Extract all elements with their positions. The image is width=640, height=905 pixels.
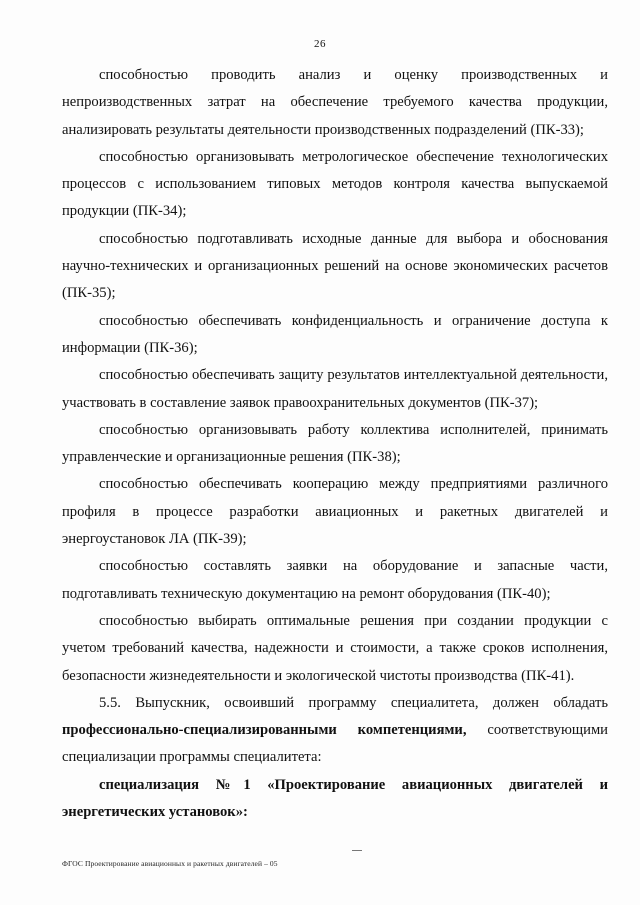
section-5-5-lead: 5.5. Выпускник, освоивший программу специалитета, должен обладать [99, 694, 608, 711]
section-5-5-paragraph [62, 690, 608, 772]
section-5-5-bold-term: профессионально-специализированными компетенциями, [62, 722, 467, 739]
paragraph-pk-38: способностью организовывать работу коллектива исполнителей, принимать управленческие и организационные решения (ПК-38); [62, 421, 608, 466]
specialization-heading: специализация №1 «Проектирование авиационных двигателей и энергетических установок»: [62, 776, 608, 821]
paragraph-pk-33: способностью проводить анализ и оценку производственных и непроизводственных затрат на обеспечение требуемого качества продукции, анализировать результаты деятельности производственных подразделений (ПК-33); [62, 67, 608, 138]
paragraph-pk-40: способностью составлять заявки на оборудование и запасные части, подготавливать техническую документацию на ремонт оборудования (ПК-40); [62, 558, 608, 602]
paragraph-pk-39: способностью обеспечивать кооперацию между предприятиями различного профиля в процессе разработки авиационных и ракетных двигателей и энергоустановок ЛА (ПК-39); [62, 476, 608, 548]
paragraph-pk-41: способностью выбирать оптимальные решения при создании продукции с учетом требований качества, надежности и стоимости, а также сроков исполнения, безопасности жизнедеятельности и экологической чистоты производства (ПК-41). [62, 612, 608, 684]
paragraph-pk-37: способностью обеспечивать защиту результатов интеллектуальной деятельности, участвовать в составление заявок правоохранительных документов (ПК-37); [62, 367, 608, 411]
page-number: 26 [314, 38, 326, 50]
paragraph-pk-35: способностью подготавливать исходные данные для выбора и обоснования научно-технических и организационных решений на основе экономических расчетов (ПК-35); [62, 230, 608, 302]
page-body [62, 62, 608, 826]
scan-artifact [352, 850, 362, 851]
section-5-5-tail: соответствующими специализации программы специалитета: [62, 722, 608, 766]
page-footer: ФГОС Проектирование авиационных и ракетных двигателей – 05 [62, 859, 278, 868]
paragraph-pk-36: способностью обеспечивать конфиденциальность и ограничение доступа к информации (ПК-36); [62, 312, 608, 356]
paragraph-pk-34: способностью организовывать метрологическое обеспечение технологических процессов с использованием типовых методов контроля качества выпускаемой продукции (ПК-34); [62, 148, 608, 220]
